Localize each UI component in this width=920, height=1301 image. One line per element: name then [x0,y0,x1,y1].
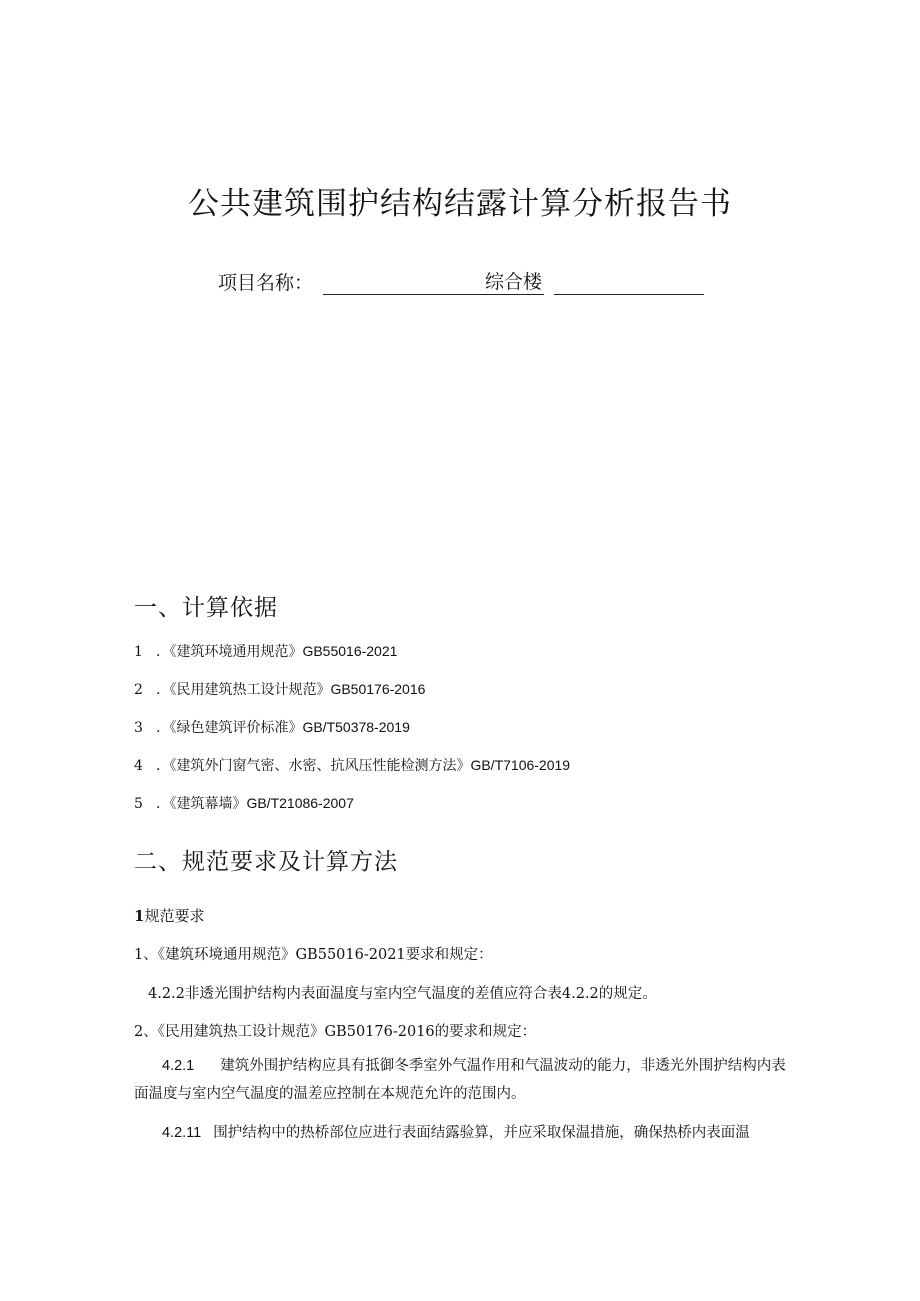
reference-code: GB/T7106-2019 [470,757,571,773]
reference-name: 《民用建筑热工设计规范》 [162,682,331,698]
section-heading-requirements: 二、规范要求及计算方法 [134,849,398,875]
clause-number: 4.2.11 [162,1125,202,1141]
reference-item: 2 . 《民用建筑热工设计规范》GB50176-2016 [134,681,426,698]
reference-item: 3 . 《绿色建筑评价标准》GB/T50378-2019 [134,719,410,736]
reference-item: 1 . 《建筑环境通用规范》GB55016-2021 [134,643,398,660]
project-name-line [218,267,704,295]
reference-code: GB50176-2016 [330,681,426,697]
clause-4-2-2: 4.2.2非透光围护结构内表面温度与室内空气温度的差值应符合表4.2.2的规定。 [148,986,657,1002]
project-underline-right [554,274,704,295]
clause-text: 围护结构中的热桥部位应进行表面结露验算，并应采取保温措施，确保热桥内表面温 [213,1125,750,1141]
reference-item: 5 . 《建筑幕墙》GB/T21086-2007 [134,795,354,812]
reference-name: 《绿色建筑评价标准》 [162,720,303,736]
clause-number: 4.2.1 [162,1058,195,1074]
reference-item: 4 . 《建筑外门窗气密、水密、抗风压性能检测方法》GB/T7106-2019 [134,757,571,774]
clause-4-2-1 [134,1052,794,1108]
reference-code: GB55016-2021 [302,643,398,659]
reference-number: 4 [134,758,143,774]
reference-code: GB/T50378-2019 [302,719,410,735]
report-title: 公共建筑围护结构结露计算分析报告书 [188,186,732,222]
subsection-number: 1 [134,907,145,925]
requirement-paragraph-2: 2、《民用建筑热工设计规范》GB50176-2016的要求和规定： [134,1024,537,1040]
reference-code: GB/T21086-2007 [246,795,354,811]
subsection-title: 规范要求 [144,907,205,925]
reference-name: 《建筑环境通用规范》 [162,644,303,660]
reference-name: 《建筑外门窗气密、水密、抗风压性能检测方法》 [162,758,471,774]
requirement-paragraph-1: 1、《建筑环境通用规范》GB55016-2021要求和规定： [134,947,493,963]
project-name-value: 综合楼 [483,267,544,295]
clause-text: 建筑外围护结构应具有抵御冬季室外气温作用和气温波动的能力，非透光外围护结构内表面温度与室内空气温度的温差应控制在本规范允许的范围内。 [134,1058,786,1102]
section-heading-basis: 一、计算依据 [134,595,278,621]
reference-number: 3 [134,720,143,736]
reference-number: 1 [134,644,143,660]
reference-number: 2 [134,682,143,698]
reference-name: 《建筑幕墙》 [162,796,247,812]
subsection-heading [134,905,204,926]
clause-4-2-11 [134,1119,794,1147]
project-underline-left [323,274,483,295]
project-name-label: 项目名称： [218,272,314,294]
reference-number: 5 [134,796,143,812]
